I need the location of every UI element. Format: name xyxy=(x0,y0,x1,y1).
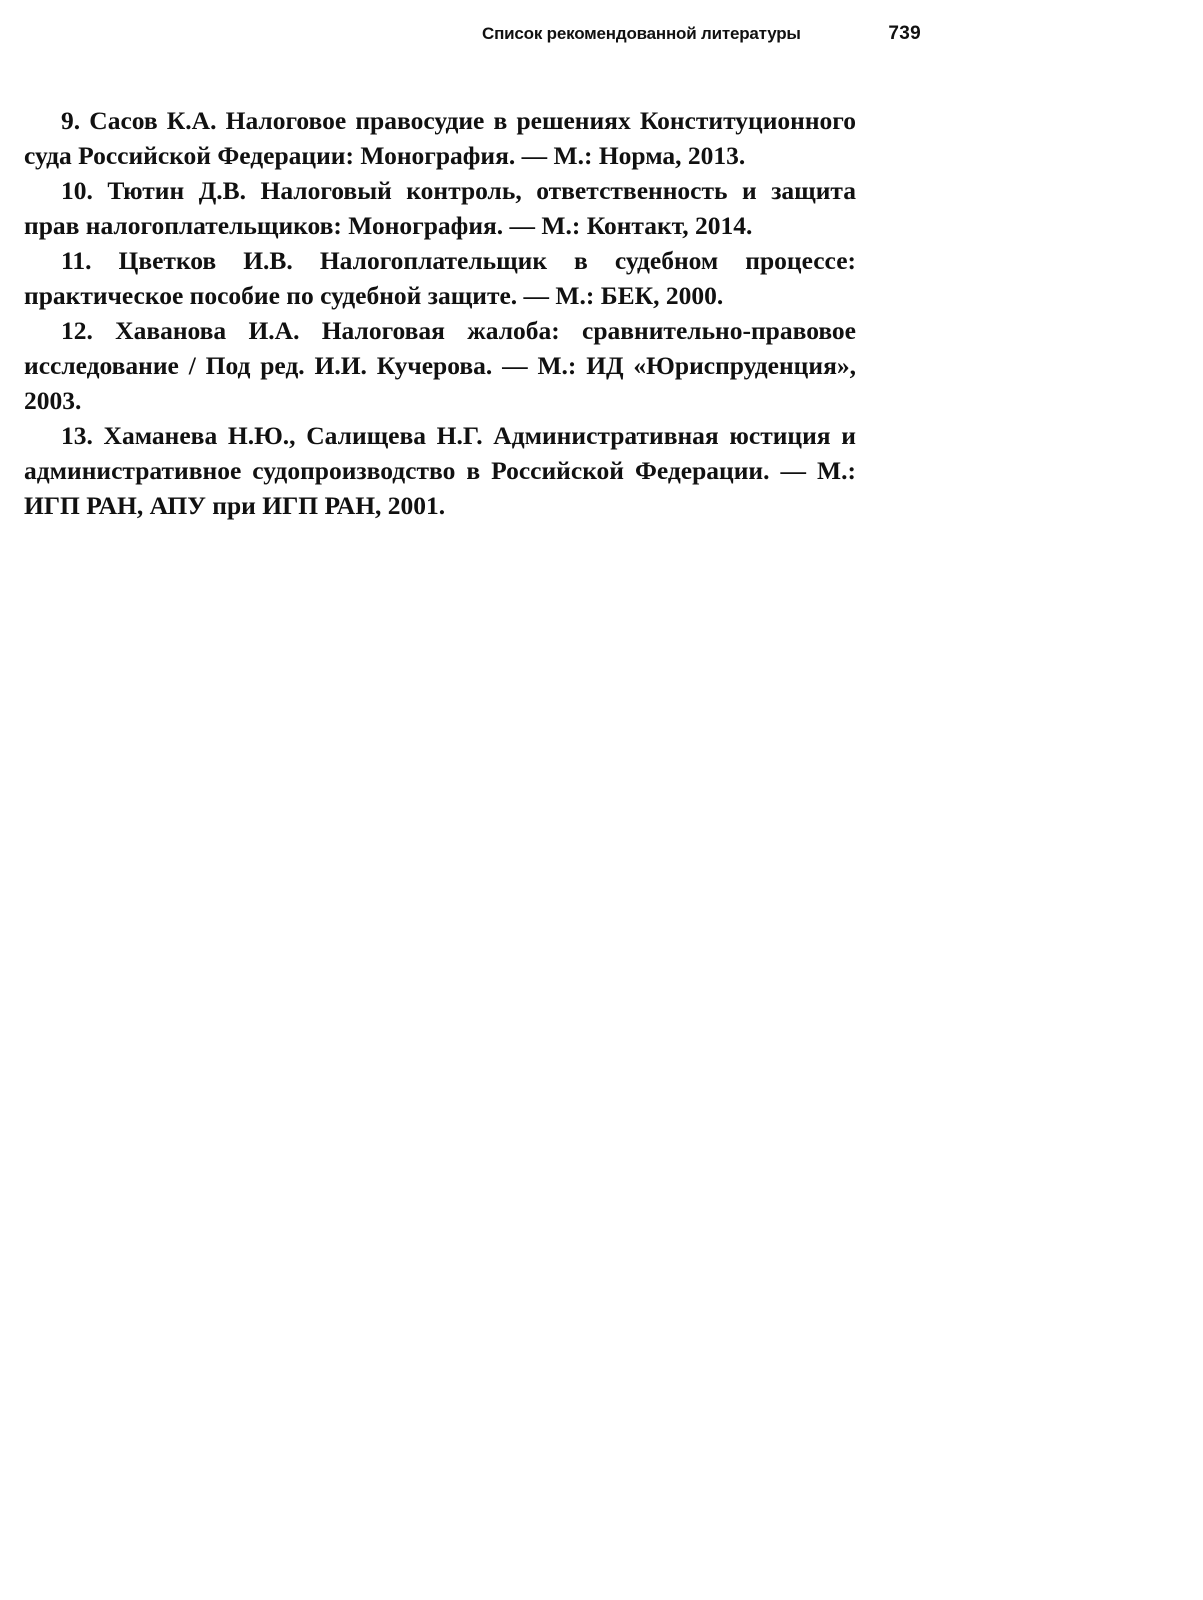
page-number: 739 xyxy=(888,23,921,44)
bibliography-list xyxy=(24,103,856,523)
bibliography-entry: 11. Цветков И.В. Налогоплательщик в судебном процессе: практическое пособие по судебной защите. — М.: БЕК, 2000. xyxy=(24,246,856,310)
running-header xyxy=(482,20,927,48)
bibliography-entry: 13. Хаманева Н.Ю., Салищева Н.Г. Административная юстиция и административное судопроизводство в Российской Федерации. — М.: ИГП РАН, АПУ при ИГП РАН, 2001. xyxy=(24,421,856,520)
bibliography-entry: 10. Тютин Д.В. Налоговый контроль, ответственность и защита прав налогоплательщиков: Монография. — М.: Контакт, 2014. xyxy=(24,176,856,240)
running-header-title: Список рекомендованной литературы xyxy=(482,24,801,43)
bibliography-entry: 12. Хаванова И.А. Налоговая жалоба: сравнительно-правовое исследование / Под ред. И.И. Кучерова. — М.: ИД «Юриспруденция», 2003. xyxy=(24,316,856,415)
bibliography-entry: 9. Сасов К.А. Налоговое правосудие в решениях Конституционного суда Российской Федерации: Монография. — М.: Норма, 2013. xyxy=(24,106,856,170)
